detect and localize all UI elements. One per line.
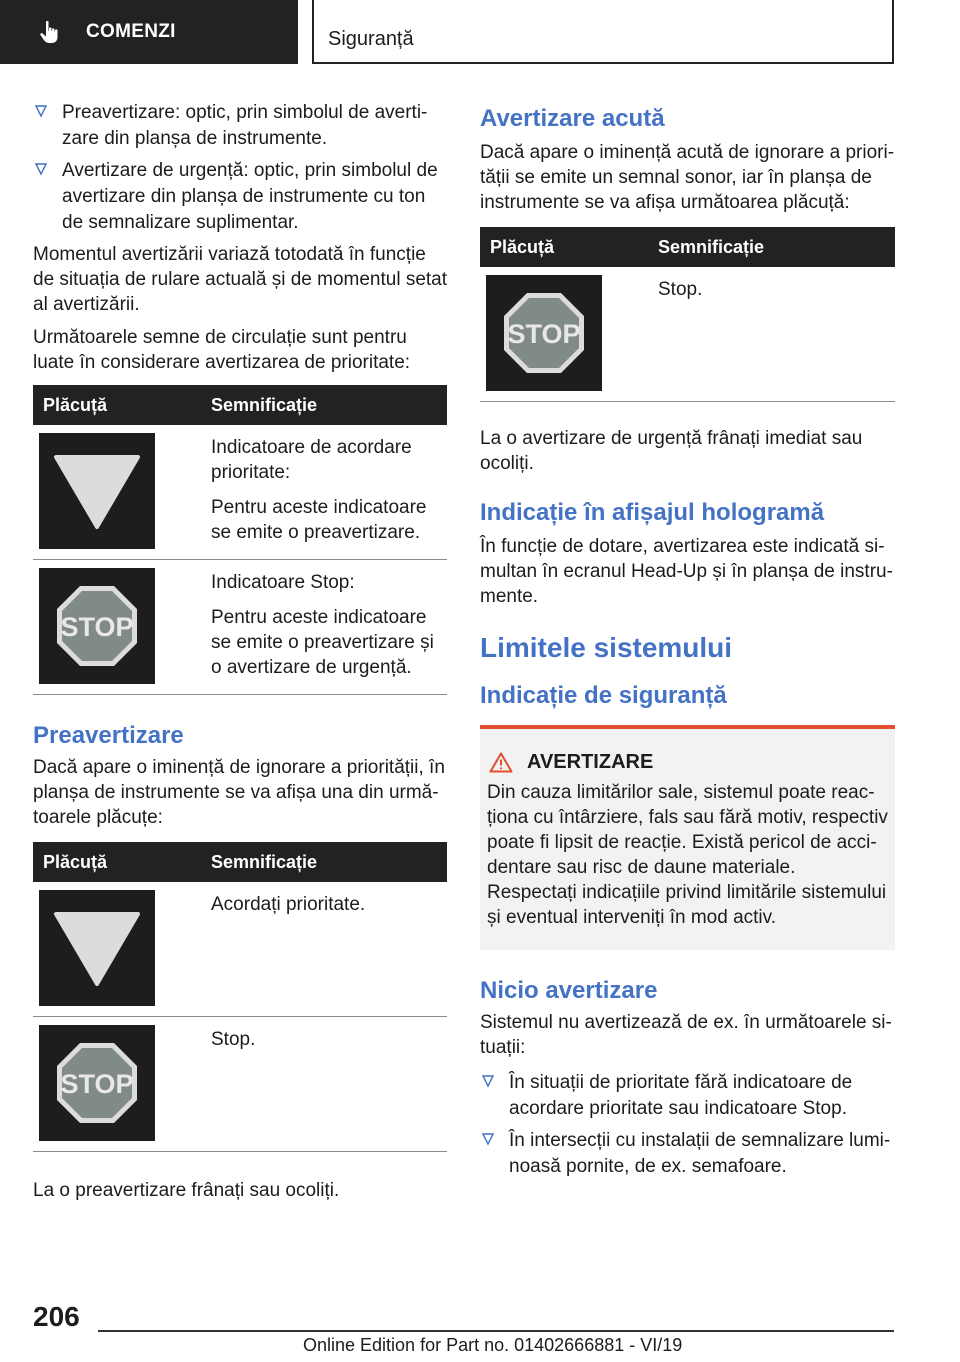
left-column [33,100,447,1203]
list-item: În intersecții cu instalații de semnalizare luminoasă pornite, de ex. semafoare. [480,1128,895,1180]
stop-sign-icon [486,275,602,391]
bullet-triangle-icon [35,104,47,118]
holo-heading: Indicație în afișajul hologramă [480,499,825,526]
right-column [480,104,895,1186]
sign-description: Stop. [658,279,703,300]
footer-edition: Online Edition for Part no. 01402666881 - VI/19 [303,1335,683,1355]
bullet-triangle-icon [482,1132,494,1146]
table-header: Plăcuță [33,385,203,425]
paragraph: Următoarele semne de circulație sunt pentru luate în considerare avertizarea de prioritate: [33,327,411,373]
header-tab-label: COMENZI [86,21,176,42]
table-header: Semnificație [203,385,447,425]
header-title-box [312,0,894,64]
warning-title: AVERTIZARE [527,751,654,773]
paragraph: La o preavertizare frânați sau ocoliți. [33,1180,340,1201]
paragraph: Momentul avertizării variază totodată în funcție de situația de rulare actuală și de momentul setat al avertizării. [33,244,448,315]
paragraph: La o avertizare de urgență frânați imediat sau ocoliți. [480,428,863,474]
warning-text: Din cauza limitărilor sale, sistemul poate reacționa cu întârziere, fals sau fără motiv, respectiv poate fi lipsit de reacție. Există pericol de accidentare sau risc de daune materiale. Respectați indicațiile privind limitările sistemului și eventual interveniți în mod activ. [487,782,888,928]
sign-description: Acordați prioritate. [211,894,366,915]
table-row [33,425,447,560]
svg-text:STOP: STOP [60,1069,134,1099]
table-row [33,1017,447,1152]
paragraph: În funcție de dotare, avertizarea este indicată simultan în ecranul Head-Up și în planșa de instrumente. [480,536,893,607]
table-header: Semnificație [203,842,447,882]
page-title: Siguranță [328,28,414,50]
stop-sign-icon [39,1025,155,1141]
footer-divider [98,1330,894,1332]
preaviz-signs-table [33,842,447,1152]
none-heading: Nicio avertizare [480,977,658,1004]
svg-text:STOP: STOP [60,612,134,642]
table-row [33,882,447,1017]
preaviz-heading: Preavertizare [33,722,184,749]
warning-type-list [33,100,447,236]
table-row [480,267,895,402]
table-header: Semnificație [650,227,895,267]
bullet-triangle-icon [482,1074,494,1088]
table-row [33,560,447,695]
sign-description: Pentru aceste indicatoare se emite o preavertizare și o avertizare de urgență. [211,607,434,678]
warning-triangle-icon [489,752,513,773]
sign-description: Stop. [211,1029,256,1050]
list-item: Avertizare de urgență: optic, prin simbolul de avertizare din planșa de instrumente cu ton de semnalizare suplimentar. [33,158,447,236]
priority-signs-table [33,385,447,695]
sign-label: Indicatoare de acordare prioritate: [211,437,412,483]
paragraph: Dacă apare o iminență acută de ignorare a priorității se emite un semnal sonor, iar în planșa de instrumente se va afișa următoarea plăcuță: [480,142,895,213]
paragraph: Sistemul nu avertizează de ex. în următoarele situații: [480,1012,892,1058]
list-item: Preavertizare: optic, prin simbolul de avertizare din planșa de instrumente. [33,100,447,152]
header-tab-comenzi[interactable] [0,0,298,64]
acute-heading: Avertizare acută [480,105,665,132]
table-header: Plăcuță [480,227,650,267]
yield-sign-icon [39,890,155,1006]
svg-text:STOP: STOP [507,319,581,349]
sign-label: Indicatoare Stop: [211,572,355,593]
stop-sign-icon [39,568,155,684]
bullet-triangle-icon [35,162,47,176]
hand-pointer-icon [38,19,64,45]
warning-box [480,725,895,950]
sign-description: Pentru aceste indicatoare se emite o preavertizare. [211,497,427,543]
paragraph: Dacă apare o iminență de ignorare a priorității, în planșa de instrumente se va afișa una din următoarele plăcuțe: [33,757,445,828]
acute-signs-table [480,227,895,402]
limits-heading: Limitele sistemului [480,632,733,663]
yield-sign-icon [39,433,155,549]
table-header: Plăcuță [33,842,203,882]
no-warning-list [480,1070,895,1180]
page-number: 206 [33,1301,80,1332]
list-item: În situații de prioritate fără indicatoare de acordare prioritate sau indicatoare Stop. [480,1070,895,1122]
safety-heading: Indicație de siguranță [480,682,727,709]
